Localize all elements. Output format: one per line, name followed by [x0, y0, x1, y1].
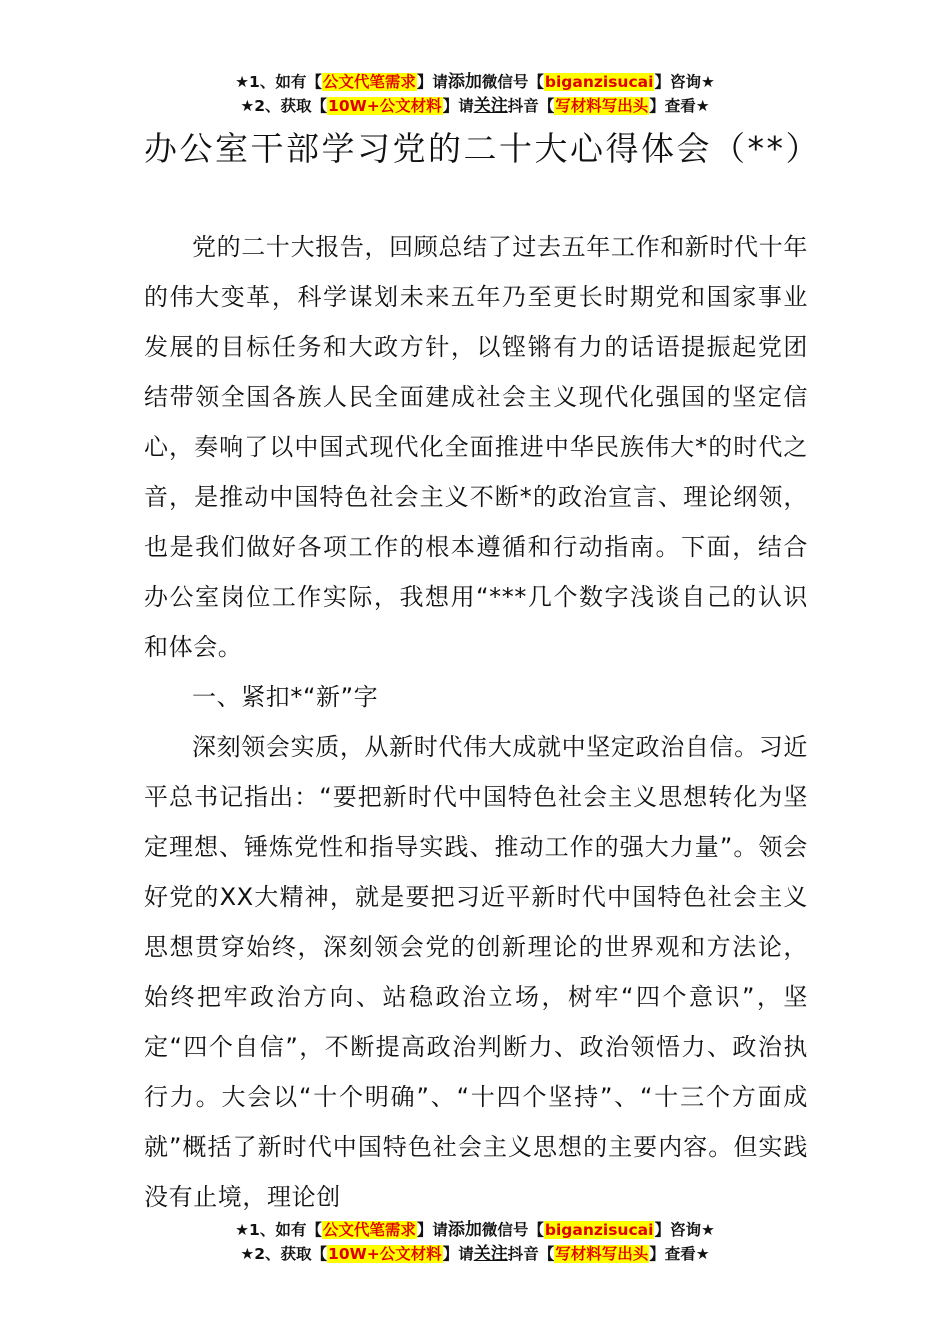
promo-text: 微信号【	[481, 1221, 544, 1239]
promo-line-1	[0, 1218, 950, 1242]
promo-highlight: 公文代笔需求	[322, 73, 416, 91]
promo-banner-top	[0, 70, 950, 118]
douyin-id: 写材料写出头	[555, 1245, 649, 1263]
promo-emphasis: 关注	[473, 1244, 508, 1264]
wechat-id: biganzisucai	[544, 1221, 654, 1239]
section-heading: 一、紧扣*“新”字	[192, 683, 379, 711]
douyin-id: 写材料写出头	[555, 97, 649, 115]
document-body	[144, 222, 808, 1222]
promo-text: ★2、获取【	[240, 97, 328, 115]
promo-text: 】请	[442, 97, 474, 115]
promo-text: 】请	[416, 73, 448, 91]
promo-text: ★2、获取【	[240, 1245, 328, 1263]
document-title: 办公室干部学习党的二十大心得体会（**）	[144, 129, 821, 168]
promo-emphasis: 添加	[447, 1220, 482, 1240]
promo-emphasis: 添加	[447, 72, 482, 92]
promo-highlight: 10W+公文材料	[328, 97, 442, 115]
promo-line-1	[0, 70, 950, 94]
promo-text: 】请	[442, 1245, 474, 1263]
promo-text: 】查看★	[649, 97, 710, 115]
promo-text: 】咨询★	[654, 73, 715, 91]
promo-text: ★1、如有【	[235, 73, 322, 91]
promo-highlight: 公文代笔需求	[322, 1221, 416, 1239]
promo-highlight: 10W+公文材料	[328, 1245, 442, 1263]
promo-text: 】查看★	[649, 1245, 710, 1263]
promo-line-2	[0, 1242, 950, 1266]
promo-text: 】咨询★	[654, 1221, 715, 1239]
promo-text: 】请	[416, 1221, 448, 1239]
paragraph-intro: 党的二十大报告，回顾总结了过去五年工作和新时代十年的伟大变革，科学谋划未来五年乃至更长时期党和国家事业发展的目标任务和大政方针，以铿锵有力的话语提振起党团结带领全国各族人民全面建成社会主义现代化强国的坚定信心，奏响了以中国式现代化全面推进中华民族伟大*的时代之音，是推动中国特色社会主义不断*的政治宣言、理论纲领，也是我们做好各项工作的根本遵循和行动指南。下面，结合办公室岗位工作实际，我想用“***几个数字浅谈自己的认识和体会。	[144, 233, 808, 661]
promo-text: 抖音【	[507, 97, 555, 115]
promo-text: ★1、如有【	[235, 1221, 322, 1239]
promo-banner-bottom	[0, 1218, 950, 1266]
promo-text: 微信号【	[481, 73, 544, 91]
promo-line-2	[0, 94, 950, 118]
wechat-id: biganzisucai	[544, 73, 654, 91]
promo-text: 抖音【	[507, 1245, 555, 1263]
paragraph-section-1: 深刻领会实质，从新时代伟大成就中坚定政治自信。习近平总书记指出：“要把新时代中国特色社会主义思想转化为坚定理想、锤炼党性和指导实践、推动工作的强大力量”。领会好党的XX大精神，就是要把习近平新时代中国特色社会主义思想贯穿始终，深刻领会党的创新理论的世界观和方法论，始终把牢政治方向、站稳政治立场，树牢“四个意识”，坚定“四个自信”，不断提高政治判断力、政治领悟力、政治执行力。大会以“十个明确”、“十四个坚持”、“十三个方面成就”概括了新时代中国特色社会主义思想的主要内容。但实践没有止境，理论创	[144, 733, 808, 1211]
promo-emphasis: 关注	[473, 96, 508, 116]
